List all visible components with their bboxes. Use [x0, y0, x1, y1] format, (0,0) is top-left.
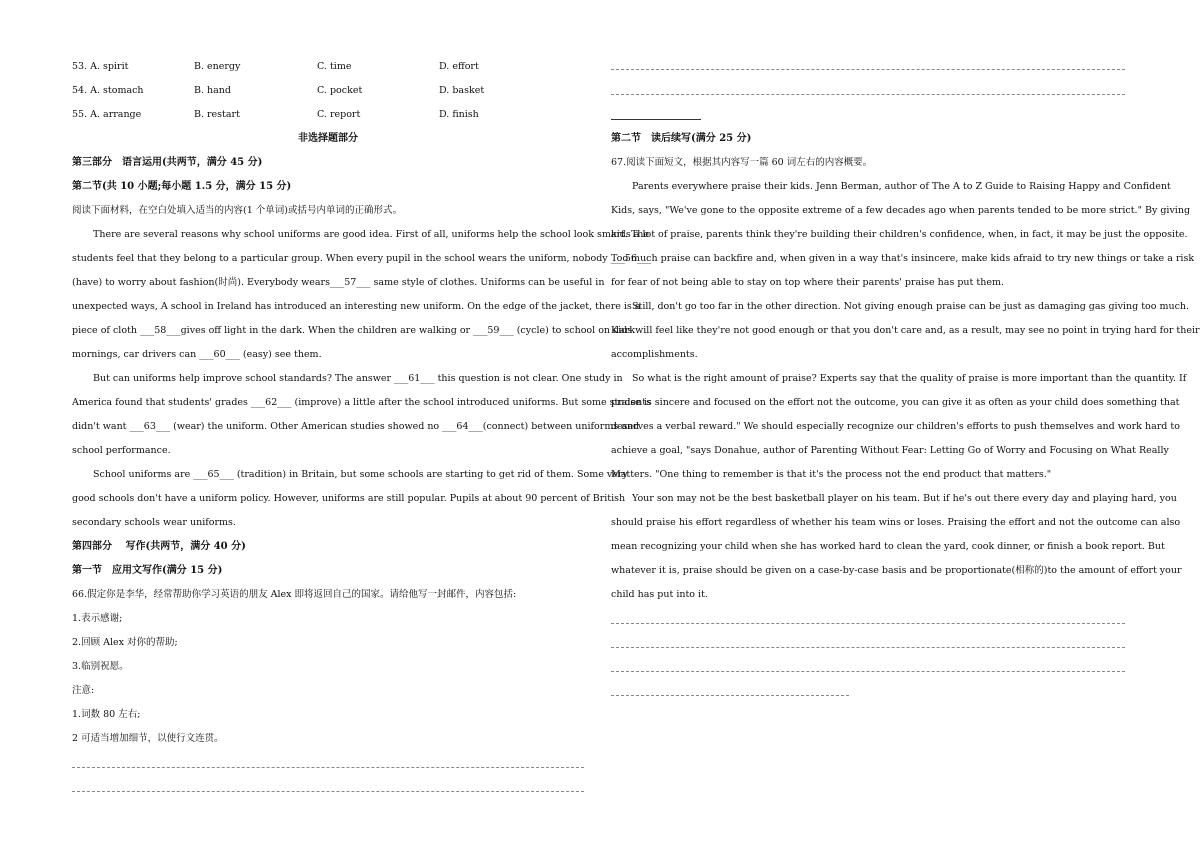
part4-heading: 第四部分 写作(共两节，满分 40 分) — [72, 541, 246, 552]
passage-line: There are several reasons why school uniforms are good idea. First of all, uniforms help the school look smart. The — [93, 229, 650, 240]
passage-line: students feel that they belong to a particular group. When every pupil in the school wears the uniform, nobody ___56___ — [72, 253, 652, 264]
passage-line: Too much praise can backfire and, when given in a way that's insincere, make kids afraid to try new things or take a risk — [611, 253, 1195, 264]
question-66: 66.假定你是李华，经常帮助你学习英语的朋友 Alex 即将返回自己的国家。请给他写一封邮件，内容包括: — [72, 589, 517, 600]
section2-heading: 第二节(共 10 小题;每小题 1.5 分，满分 15 分) — [72, 181, 292, 192]
option-a: 54. A. stomach — [72, 85, 144, 96]
answer-line[interactable] — [611, 695, 849, 696]
passage-line: should praise his effort regardless of whether his team wins or loses. Praising the effort and not the outcome can also — [611, 517, 1181, 528]
passage-line: piece of cloth ___58___gives off light in the dark. When the children are walking or ___59___ (cycle) to school on dark — [72, 325, 636, 336]
answer-line[interactable] — [611, 623, 1125, 624]
passage-line: child has put into it. — [611, 589, 708, 600]
passage-line: mornings, car drivers can ___60___ (easy) see them. — [72, 349, 322, 360]
requirement-item: 1.表示感谢; — [72, 613, 123, 624]
answer-line[interactable] — [611, 671, 1125, 672]
passage-line: praise is sincere and focused on the effort not the outcome, you can give it as often as your child does something that — [611, 397, 1180, 408]
nonchoice-heading: 非选择题部分 — [298, 133, 358, 144]
passage-line: But can uniforms help improve school standards? The answer ___61___ this question is not clear. One study in — [93, 373, 623, 384]
option-b: B. restart — [194, 109, 240, 120]
option-b: B. hand — [194, 85, 232, 96]
passage-line: Kids will feel like they're not good enough or that you don't care and, as a result, may see no point in trying hard for their — [611, 325, 1200, 336]
option-a: 55. A. arrange — [72, 109, 142, 120]
answer-line[interactable] — [611, 69, 1125, 70]
requirement-item: 3.临别祝愿。 — [72, 661, 129, 672]
answer-line[interactable] — [611, 647, 1125, 648]
note-item: 2 可适当增加细节，以使行文连贯。 — [72, 733, 224, 744]
part3-heading: 第三部分 语言运用(共两节，满分 45 分) — [72, 157, 263, 168]
question-67: 67.阅读下面短文，根据其内容写一篇 60 词左右的内容概要。 — [611, 157, 873, 168]
passage-line: America found that students' grades ___62___ (improve) a little after the school introduced uniforms. But some students — [72, 397, 651, 408]
passage-line: So what is the right amount of praise? Experts say that the quality of praise is more important than the quantity. If — [632, 373, 1187, 384]
passage-line: good schools don't have a uniform policy. However, uniforms are still popular. Pupils at about 90 percent of British — [72, 493, 626, 504]
passage-line: whatever it is, praise should be given on a case-by-case basis and be proportionate(相称的)to the amount of effort your — [611, 565, 1182, 576]
passage-line: unexpected ways, A school in Ireland has introduced an interesting new uniform. On the edge of the jacket, there is a — [72, 301, 641, 312]
option-c: C. report — [317, 109, 361, 120]
passage-line: for fear of not being able to stay on top where their parents' praise has put them. — [611, 277, 1004, 288]
answer-line[interactable] — [611, 94, 1125, 95]
option-c: C. time — [317, 61, 352, 72]
section1-heading: 第一节 应用文写作(满分 15 分) — [72, 565, 223, 576]
option-d: D. basket — [439, 85, 485, 96]
continuation-section-heading: 第二节 读后续写(满分 25 分) — [611, 133, 752, 144]
passage-line: deserves a verbal reward." We should especially recognize our children's efforts to push themselves and work hard to — [611, 421, 1180, 432]
option-c: C. pocket — [317, 85, 363, 96]
passage-line: Kids, says, "We've gone to the opposite extreme of a few decades ago when parents tended to be more strict." By giving — [611, 205, 1191, 216]
requirement-item: 2.回顾 Alex 对你的帮助; — [72, 637, 178, 648]
passage-line: Parents everywhere praise their kids. Jenn Berman, author of The A to Z Guide to Raising Happy and Confident — [632, 181, 1171, 192]
option-d: D. finish — [439, 109, 479, 120]
passage-line: didn't want ___63___ (wear) the uniform. Other American studies showed no ___64___(connect) between uniforms and — [72, 421, 640, 432]
passage-line: accomplishments. — [611, 349, 698, 360]
passage-line: school performance. — [72, 445, 171, 456]
option-a: 53. A. spirit — [72, 61, 129, 72]
passage-line: secondary schools wear uniforms. — [72, 517, 236, 528]
passage-line: Matters. "One thing to remember is that it's the process not the end product that matters." — [611, 469, 1052, 480]
passage-line: achieve a goal, "says Donahue, author of Parenting Without Fear: Letting Go of Worry and Focusing on What Really — [611, 445, 1169, 456]
passage-line: School uniforms are ___65___ (tradition) in Britain, but some schools are starting to get rid of them. Some very — [93, 469, 628, 480]
option-d: D. effort — [439, 61, 479, 72]
passage-line: Still, don't go too far in the other direction. Not giving enough praise can be just as damaging gas giving too much. — [632, 301, 1190, 312]
note-item: 1.词数 80 左右; — [72, 709, 141, 720]
option-b: B. energy — [194, 61, 241, 72]
answer-line[interactable] — [72, 767, 584, 768]
passage-line: Your son may not be the best basketball player on his team. But if he's out there every day and playing hard, you — [632, 493, 1177, 504]
passage-line: (have) to worry about fashion(时尚). Everybody wears___57___ same style of clothes. Uniforms can be useful in — [72, 277, 605, 288]
note-label: 注意: — [72, 685, 95, 696]
passage-line: kids a lot of praise, parents think they're building their children's confidence, when, in fact, it may be just the opposite. — [611, 229, 1188, 240]
cloze-instructions: 阅读下面材料，在空白处填入适当的内容(1 个单词)或括号内单词的正确形式。 — [72, 205, 402, 216]
answer-line[interactable] — [611, 119, 701, 120]
answer-line[interactable] — [72, 791, 584, 792]
passage-line: mean recognizing your child when she has worked hard to clean the yard, cook dinner, or finish a book report. But — [611, 541, 1165, 552]
